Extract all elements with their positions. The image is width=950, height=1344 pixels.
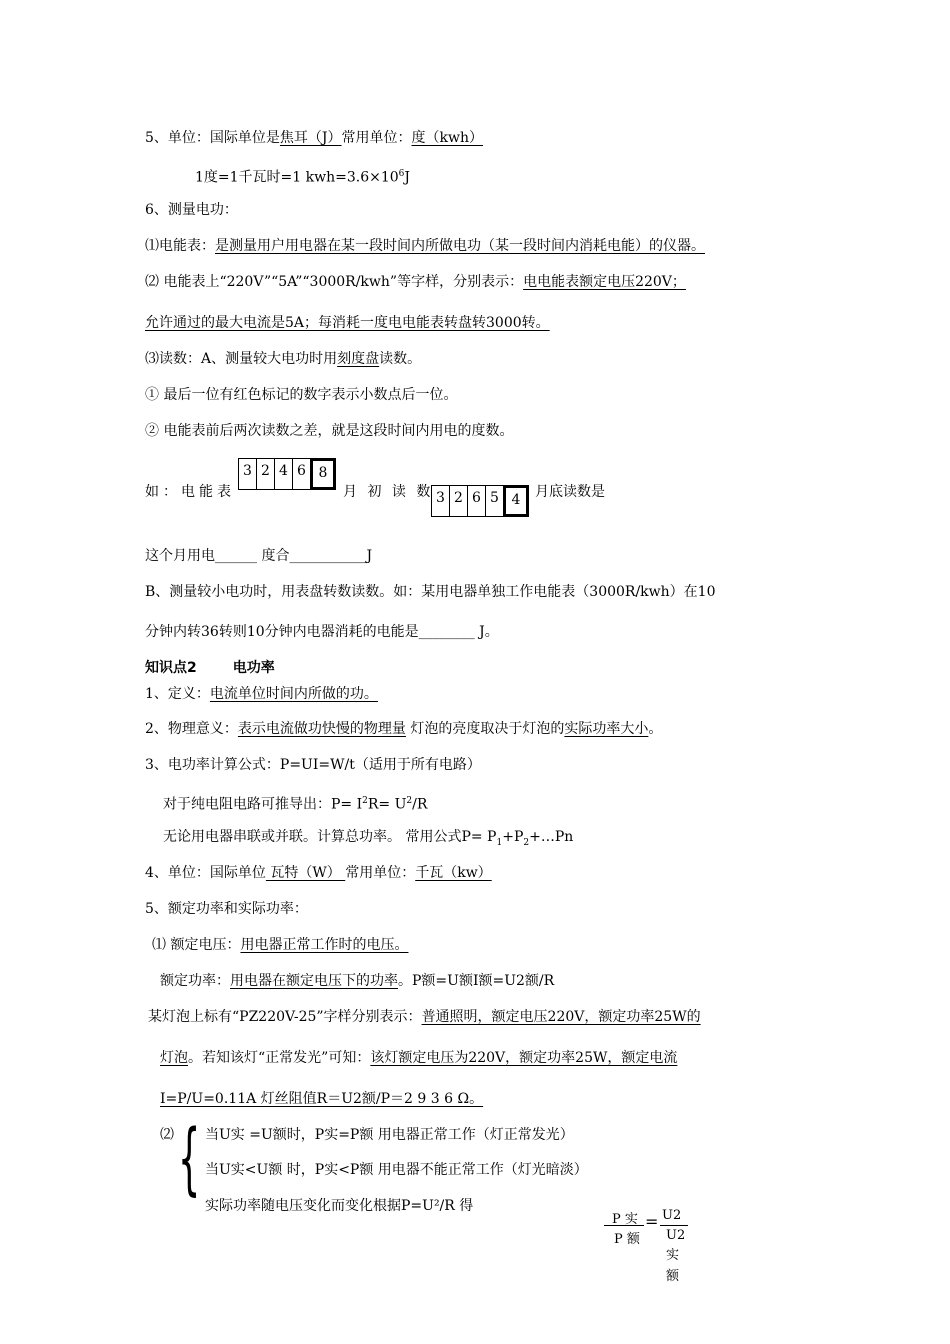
power-formula: 3、电功率计算公式：P=UI=W/t（适用于所有电路） <box>145 757 481 773</box>
meter-labels-cont: 允许通过的最大电流是5A；每消耗一度电电能表转盘转3000转。 <box>145 315 550 331</box>
digit: 3 <box>239 459 257 489</box>
meter-labels: ⑵ 电能表上“220V”“5A”“3000R/kwh”等字样，分别表示：电电能表额定电压220V； <box>145 274 686 290</box>
digit: 6 <box>468 486 486 516</box>
section-6-title: 6、测量电功： <box>145 202 238 218</box>
part-b-line2: 分钟内转36转则10分钟内电器消耗的电能是________ J。 <box>145 624 499 640</box>
bulb-line2: 灯泡。若知该灯“正常发光”可知：该灯额定电压为220V，额定功率25W，额定电流 <box>160 1050 678 1066</box>
decimal-digit: 8 <box>311 459 335 489</box>
power-meaning: 2、物理意义：表示电流做功快慢的物理量 灯泡的亮度取决于灯泡的实际功率大小。 <box>145 721 663 737</box>
bulb-line1: 某灯泡上标有“PZ220V-25”字样分别表示：普通照明，额定电压220V，额定功率25W的 <box>148 1009 701 1025</box>
reading-rule-1: ① 最后一位有红色标记的数字表示小数点后一位。 <box>145 387 458 403</box>
bulb-line3: I=P/U=0.11A 灯丝阻值R＝U2额/P＝2 9 3 6 Ω。 <box>160 1091 484 1107</box>
conversion-line: 1度=1千瓦时=1 $kwh=3.6\times 10^6J$ <box>195 169 411 186</box>
power-definition: 1、定义：电流单位时间内所做的功。 <box>145 686 378 702</box>
power-units: 4、单位：国际单位 瓦特（W） 常用单位：千瓦（kw） <box>145 865 492 881</box>
usage-question: 这个月用电______ 度合___________J <box>145 548 373 564</box>
digit: 5 <box>486 486 504 516</box>
ratio-sub-rated: 额 <box>666 1269 680 1284</box>
ratio-top: U2 <box>662 1208 682 1223</box>
example-prefix: 如：电能表 <box>145 484 235 500</box>
brace-symbol: { <box>178 1114 201 1204</box>
digit: 6 <box>293 459 311 489</box>
equals-sign: = <box>645 1212 659 1231</box>
knowledge-point-2: 知识点2 电功率 <box>145 660 275 676</box>
si-unit: 焦耳（J） <box>279 130 342 146</box>
meter-reading-end <box>431 485 529 517</box>
digit: 3 <box>432 486 450 516</box>
rated-actual-title: 5、额定功率和实际功率： <box>145 901 308 917</box>
case-vary: 实际功率随电压变化而变化根据P=U²/R 得 <box>205 1198 474 1214</box>
example-mid: 月 初 读 数 <box>343 484 434 500</box>
ratio-sub-actual: 实 <box>666 1248 680 1263</box>
decimal-digit: 4 <box>504 486 528 516</box>
case-normal: 当U实 =U额时，P实=P额 用电器正常工作（灯正常发光） <box>205 1127 574 1143</box>
ratio-bar <box>660 1225 688 1226</box>
case-dim: 当U实<U额 时，P实<P额 用电器不能正常工作（灯光暗淡） <box>205 1162 588 1178</box>
fraction-bar <box>604 1225 644 1226</box>
reading-rule-2: ② 电能表前后两次读数之差，就是这段时间内用电的度数。 <box>145 423 514 439</box>
rated-voltage: ⑴ 额定电压：用电器正常工作时的电压。 <box>152 937 409 953</box>
example-suffix: 月底读数是 <box>535 484 605 500</box>
meter-reading-start <box>238 458 336 490</box>
power-total: 无论用电器串联或并联。计算总功率。 常用公式$P= P_1+P_2+\dots Pn$ <box>163 829 574 848</box>
power-derived: 对于纯电阻电路可推导出：$P= I^2R= U^2/R$ <box>163 796 428 813</box>
digit: 4 <box>275 459 293 489</box>
unit-line: 5、单位：国际单位是焦耳（J）常用单位：度（kwh） <box>145 130 484 146</box>
ratio-bottom: U2 <box>666 1228 686 1243</box>
rated-power: 额定功率：用电器在额定电压下的功率。P额=U额I额=U2额/R <box>160 973 555 989</box>
common-unit: 度（kwh） <box>411 130 484 146</box>
digit: 2 <box>450 486 468 516</box>
reading-line: ⑶读数：A、测量较大电功时用刻度盘读数。 <box>145 351 422 367</box>
case-label: ⑵ <box>160 1127 174 1143</box>
meter-definition: ⑴电能表：是测量用户用电器在某一段时间内所做电功（某一段时间内消耗电能）的仪器。 <box>145 238 705 254</box>
fraction-denominator: P 额 <box>614 1232 640 1247</box>
digit: 2 <box>257 459 275 489</box>
fraction-numerator: P 实 <box>612 1212 638 1227</box>
part-b-line1: B、测量较小电功时，用表盘转数读数。如：某用电器单独工作电能表（3000R/kwh）在10 <box>145 584 716 600</box>
